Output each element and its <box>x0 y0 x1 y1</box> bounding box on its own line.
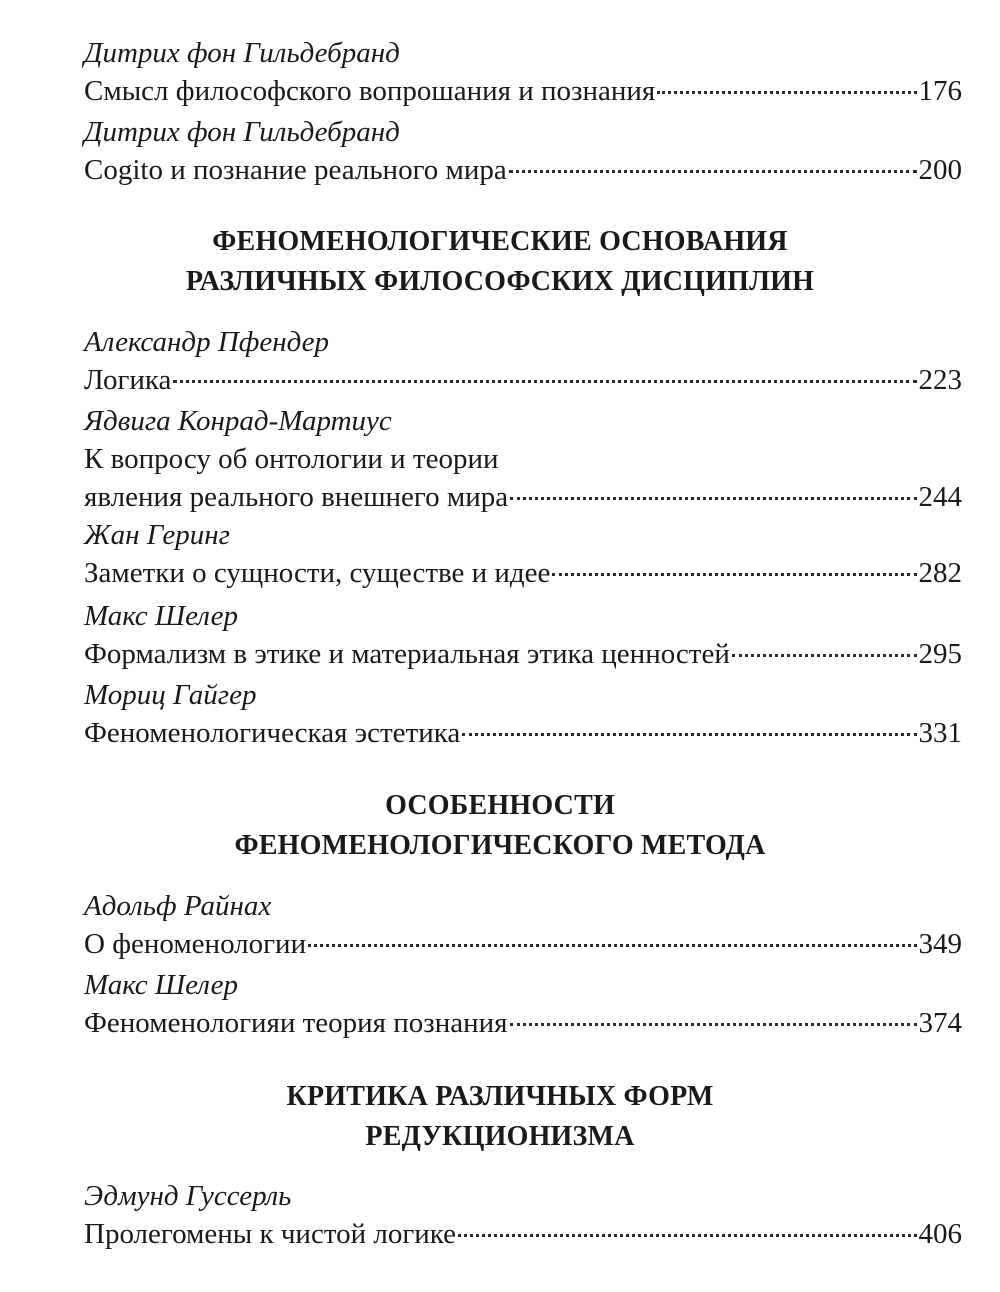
dot-leader <box>173 380 916 383</box>
entry-title: Заметки о сущности, существе и идее <box>84 557 551 589</box>
entry-page-number: 282 <box>918 557 962 589</box>
dot-leader <box>509 170 917 173</box>
entry-line <box>84 151 962 189</box>
entry-author: Макс Шелер <box>84 600 238 632</box>
entry-author: Дитрих фон Гильдебранд <box>84 116 400 148</box>
toc-entry <box>84 516 962 592</box>
section-heading-line: ОСОБЕННОСТИ <box>385 790 615 821</box>
entry-page-number: 331 <box>918 717 962 749</box>
toc-entry <box>84 323 962 399</box>
dot-leader <box>732 654 917 657</box>
entry-title: Феноменологическая эстетика <box>84 717 461 749</box>
dot-leader <box>462 733 916 736</box>
toc-entry <box>84 113 962 189</box>
entry-page-number: 295 <box>918 638 962 670</box>
section-heading <box>0 222 1000 302</box>
entry-line <box>84 635 962 673</box>
entry-author: Александр Пфендер <box>84 326 330 358</box>
section-heading-line: ФЕНОМЕНОЛОГИЧЕСКОГО МЕТОДА <box>234 830 766 861</box>
entry-title-line: явления реального внешнего мира <box>84 481 509 513</box>
entry-line <box>84 554 962 592</box>
entry-title: Пролегомены к чистой логике <box>84 1218 457 1250</box>
toc-entry <box>84 402 962 516</box>
entry-page-number: 223 <box>918 364 962 396</box>
entry-title: О феноменологии <box>84 928 307 960</box>
dot-leader <box>458 1234 916 1237</box>
section-heading <box>0 1077 1000 1157</box>
toc-entry <box>84 966 962 1042</box>
entry-line <box>84 714 962 752</box>
toc-entry <box>84 1177 962 1253</box>
dot-leader <box>657 91 916 94</box>
section-heading-line: КРИТИКА РАЗЛИЧНЫХ ФОРМ <box>286 1081 714 1112</box>
dot-leader <box>510 497 916 500</box>
entry-author: Адольф Райнах <box>84 890 272 922</box>
entry-title: Cogito и познание реального мира <box>84 154 507 186</box>
entry-page-number: 244 <box>918 481 962 513</box>
toc-entry <box>84 34 962 110</box>
entry-page-number: 406 <box>918 1218 962 1250</box>
entry-page-number: 374 <box>918 1007 962 1039</box>
entry-title: Формализм в этике и материальная этика ценностей <box>84 638 730 670</box>
entry-author: Эдмунд Гуссерль <box>84 1180 292 1212</box>
section-heading-line: РЕДУКЦИОНИЗМА <box>365 1121 635 1152</box>
section-heading <box>0 786 1000 866</box>
section-heading-line: ФЕНОМЕНОЛОГИЧЕСКИЕ ОСНОВАНИЯ <box>212 226 788 257</box>
toc-entry <box>84 887 962 963</box>
toc-entry <box>84 597 962 673</box>
entry-page-number: 200 <box>918 154 962 186</box>
entry-page-number: 176 <box>918 75 962 107</box>
entry-title: Феноменологияи теория познания <box>84 1007 508 1039</box>
section-heading-line: РАЗЛИЧНЫХ ФИЛОСОФСКИХ ДИСЦИПЛИН <box>185 266 815 297</box>
dot-leader <box>308 944 916 947</box>
entry-author: Дитрих фон Гильдебранд <box>84 37 400 69</box>
entry-author: Макс Шелер <box>84 969 238 1001</box>
entry-line <box>84 72 962 110</box>
entry-line <box>84 1215 962 1253</box>
entry-line <box>84 478 962 516</box>
entry-page-number: 349 <box>918 928 962 960</box>
entry-title: Смысл философского вопрошания и познания <box>84 75 656 107</box>
entry-line <box>84 1004 962 1042</box>
entry-title-line: К вопросу об онтологии и теории <box>84 443 499 475</box>
toc-entry <box>84 676 962 752</box>
dot-leader <box>552 573 916 576</box>
entry-author: Жан Геринг <box>84 519 230 551</box>
entry-line <box>84 361 962 399</box>
entry-author: Ядвига Конрад-Мартиус <box>84 405 392 437</box>
dot-leader <box>510 1023 917 1026</box>
entry-line <box>84 925 962 963</box>
entry-author: Мориц Гайгер <box>84 679 257 711</box>
entry-title: Логика <box>84 364 172 396</box>
